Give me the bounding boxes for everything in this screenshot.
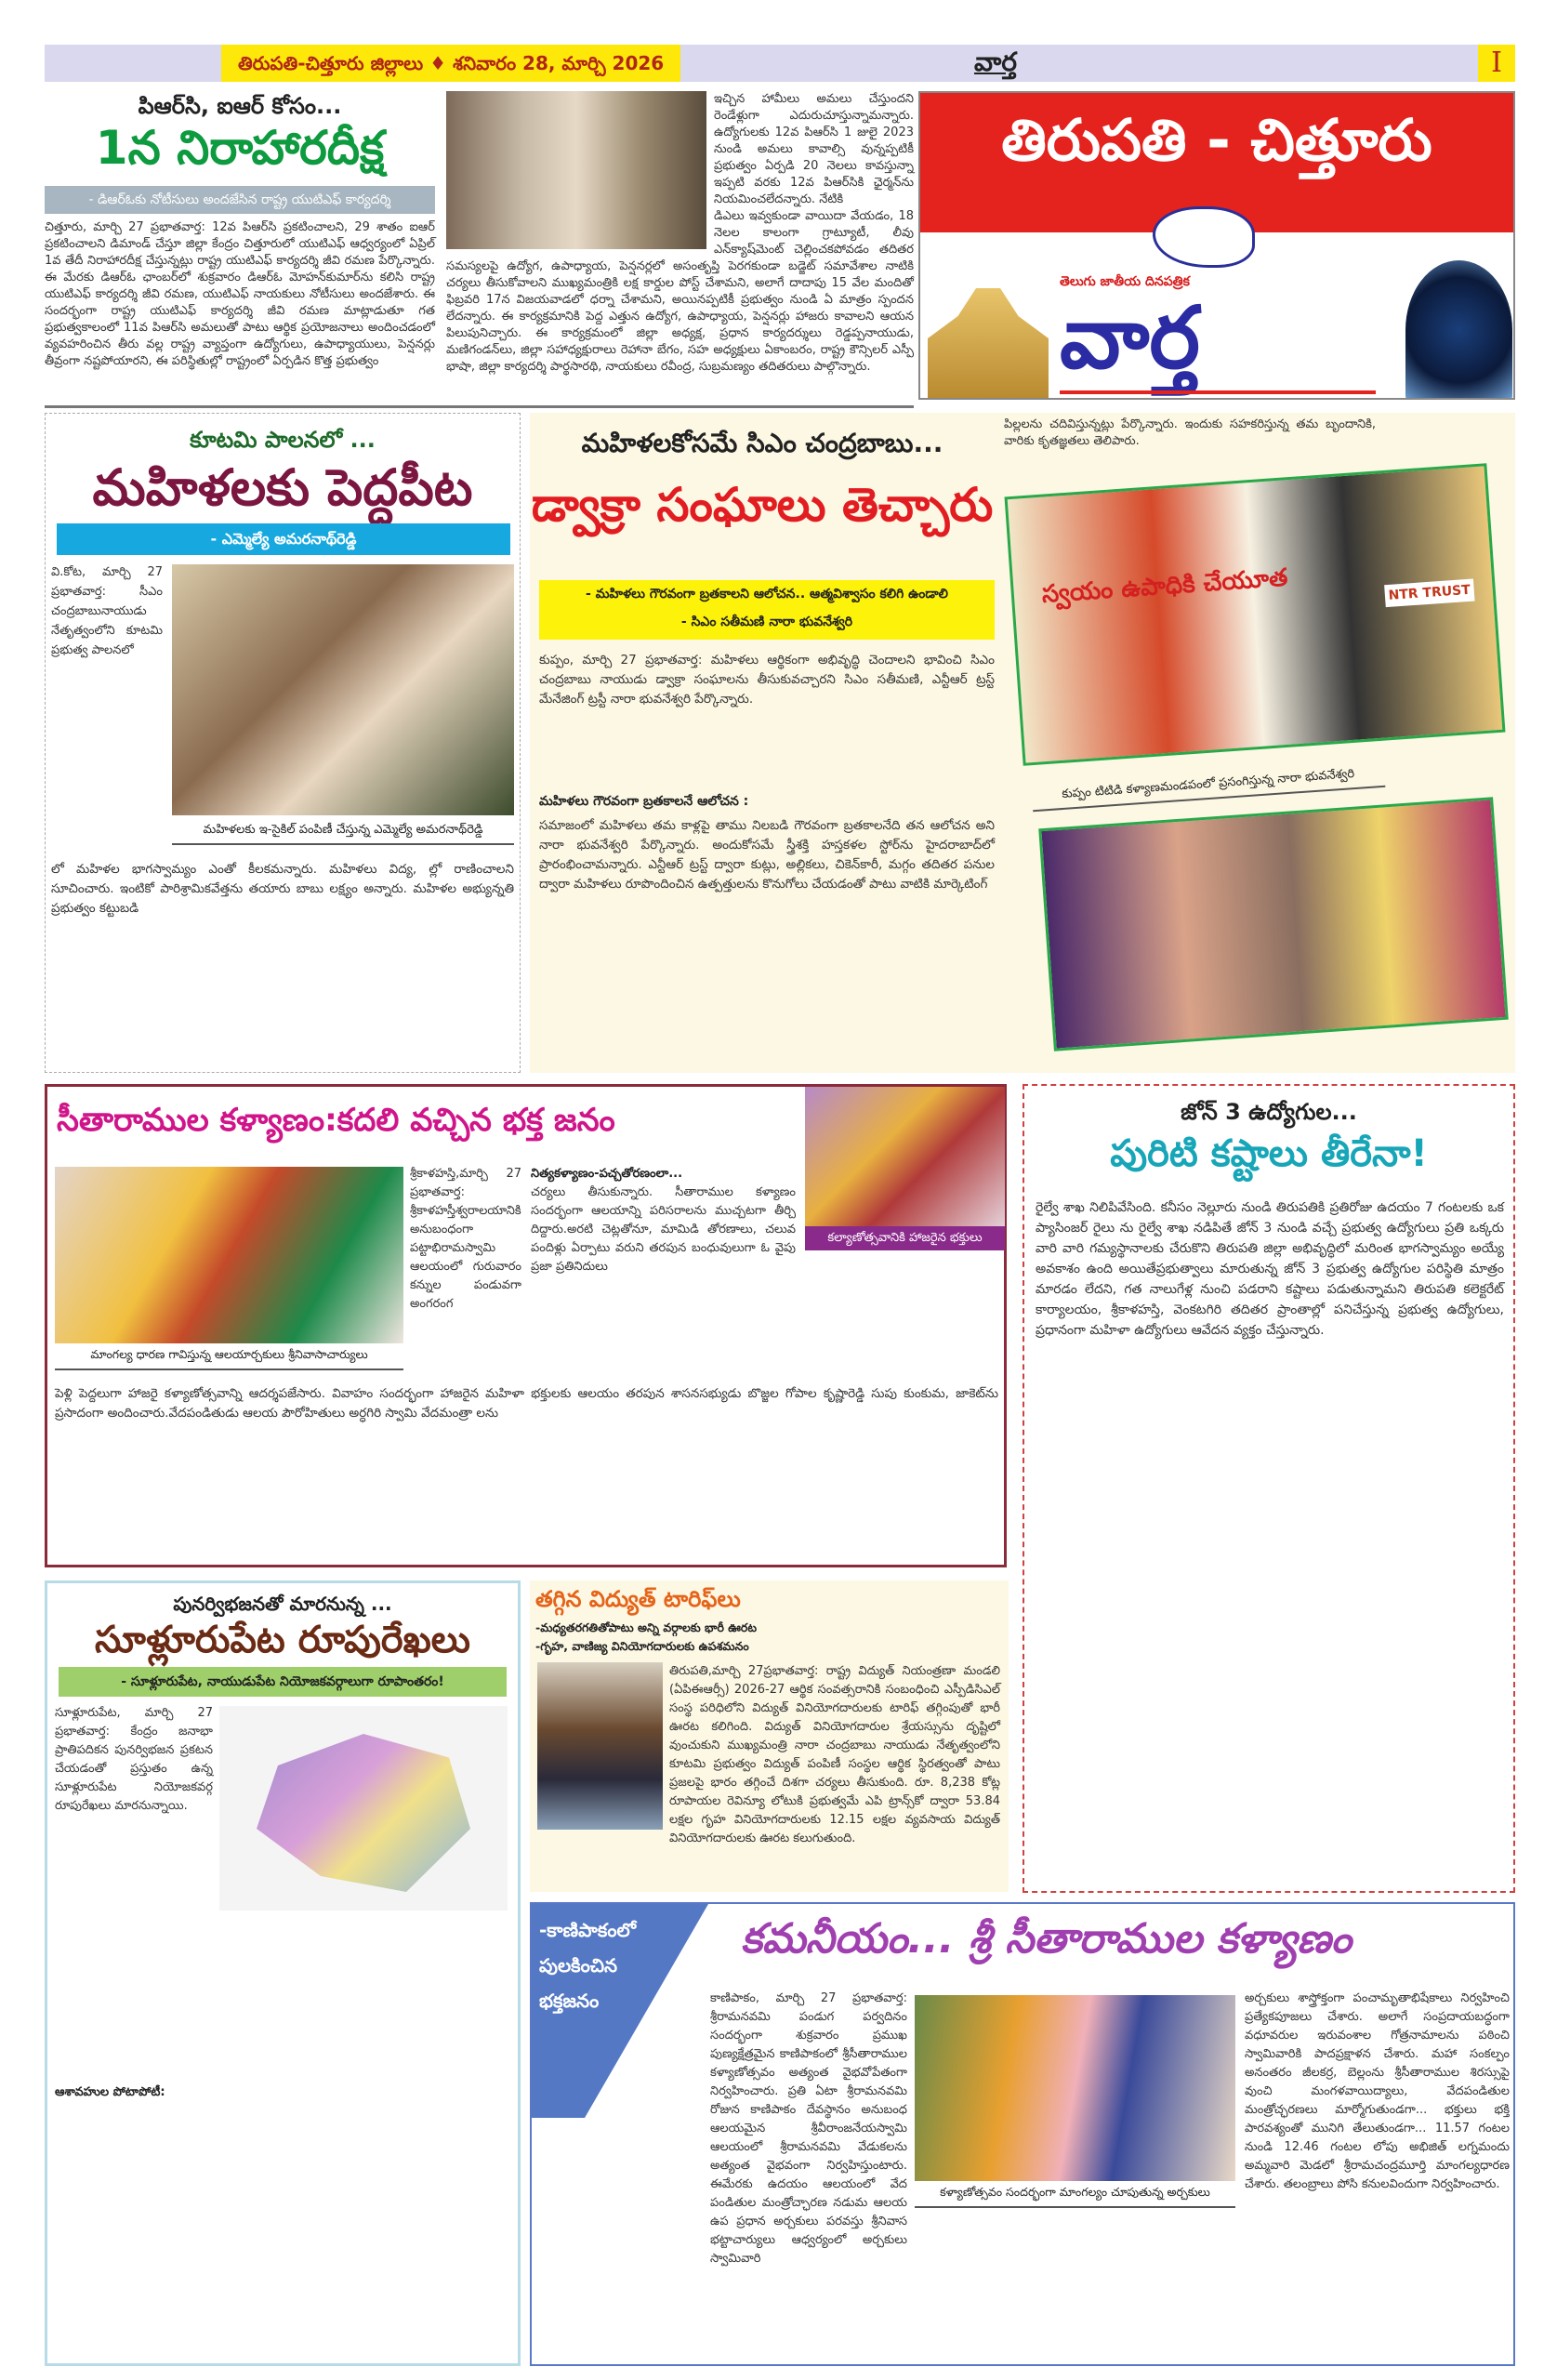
body-col1: చిత్తూరు, మార్చి 27 ప్రభాతవార్త: 12వ పిఆర్‌సి ప్రకటించాలని, 29 శాతం ఐఆర్ ప్రకటించాలని డిమాండ్ చేస్తూ జిల్లా కేంద్రం చిత్తూరులో యుటిఎఫ్ ఆధ్వర్యంలో ఏప్రిల్ 1వ తేదీ నిరాహారదీక్ష చేస్తున్నట్లు రాష్ట్ర యుటిఎఫ్ కార్యదర్శి జీవి రమణ పేర్కొన్నారు. ఈ మేరకు డిఆర్‌ఓ ఛాంబర్‌లో శుక్రవారం డిఆర్‌ఓ మోహన్‌కుమార్‌ను కలిసి రాష్ట్ర యుటిఎఫ్ కార్యదర్శి జీవి రమణ, యుటిఎఫ్ నాయకులు నోటీసులు అందజేశారు. ఈ సందర్భంగా రాష్ట్ర యుటిఎఫ్ కార్యదర్శి జీవి రమణ మాట్లాడుతూ గత ప్రభుత్వకాలంలో 11వ పిఆర్‌సి అమలుతో పాటు ఆర్థిక ప్రయోజనాలు అందించడంలో వ్యవహరించిన తీరు వల్ల రాష్ట్ర వ్యాప్తంగా ఉద్యోగులు, ఉపాధ్యాయులు, పెన్షనర్లు తీవ్రంగా నష్టపోయారని, ఈ పరిస్థితుల్లో రాష్ట్రంలో ఏర్పడిన కొత్త ప్రభుత్వం	[45, 220, 435, 368]
photo-devotees	[805, 1087, 1005, 1226]
headline: పురిటి కష్టాలు తీరేనా!	[1110, 1132, 1428, 1175]
headline: 1న నిరాహారదీక్ష	[95, 121, 385, 175]
photo-caption: మహిళలకు ఇ-సైకిల్ పంపిణీ చేస్తున్న ఎమ్మెల్యే అమరనాథ్‌రెడ్డి	[172, 823, 514, 845]
top-text: పిల్లలను చదివిస్తున్నట్లు పేర్కొన్నారు. ఇందుకు సహకరిస్తున్న తమ బృందానికి, వారికు కృతజ్ఞతలు తెలిపారు.	[1004, 417, 1376, 448]
story-nirahara-deeksha	[45, 89, 914, 402]
story-kanipakam-kalyanam	[530, 1902, 1515, 2366]
divider	[45, 405, 914, 408]
subheadline-1: - మహిళలు గౌరవంగా బ్రతకాలని ఆలోచన.. ఆత్మవిశ్వాసం కలిగి ఉండాలి	[586, 587, 948, 602]
body: లో మహిళల భాగస్వామ్యం ఎంతో కీలకమన్నారు. మహిళలు విద్య, ల్లో రాణించాలని సూచించారు. ఇంటికో పారిశ్రామికవేత్తను తయారు బాబు లక్ష్యం అన్నారు. మహిళల అభ్యున్నతి ప్రభుత్వం కట్టుబడి	[51, 862, 514, 916]
headline: మహిళలకు పెద్దపీట	[92, 458, 473, 517]
subheadline: - డిఆర్‌ఓకు నోటీసులు అందజేసిన రాష్ట్ర యుటిఎఫ్ కార్యదర్శి	[45, 186, 435, 214]
body: తిరుపతి,మార్చి 27ప్రభాతవార్త: రాష్ట్ర విద్యుత్ నియంత్రణా మండలి (ఏపిఈఆర్సీ) 2026-27 ఆర్థిక సంవత్సరానికి సంబంధించి ఎస్పీడిసిఎల్ సంస్థ పరిధిలోని విద్యుత్ వినియోగదారులకు టారిఫ్ తగ్గింపుతో భారీ ఊరట కలిగింది. విద్యుత్ వినియోగదారుల శ్రేయస్సును దృష్టిలో వుంచుకుని ముఖ్యమంత్రి నారా చంద్రబాబు నాయుడు నేతృత్వంలోని కూటమి ప్రభుత్వం విద్యుత్ పంపిణీ సంస్థల ఆర్థిక స్థిరత్వంతో పాటు ప్రజలపై భారం తగ్గించే దిశగా చర్యలు తీసుకుంది. రూ. 8,238 కోట్ల రూపాయల రెవిన్యూ లోటుకి ప్రభుత్వమే ఎపి ట్రాన్స్‌కో ద్వారా 53.84 లక్షల గృహ వినియోగదారులకు 12.15 లక్షల వ్యవసాయ విద్యుత్ వినియోగదారులకు ఊరట కలుగుతుంది.	[669, 1664, 1000, 1845]
side-text-2: పులకించిన	[539, 1954, 618, 1977]
story-mahilalaku-peddapeeta	[45, 413, 521, 1073]
dove-icon	[1153, 206, 1255, 268]
headline: కమనీయం... శ్రీ సీతారాముల కళ్యాణం	[741, 1915, 1352, 1963]
body-col2: అర్చకులు శాస్త్రోక్తంగా పంచామృతాభిషేకాలు నిర్వహించి ప్రత్యేకపూజలు చేశారు. అలాగే సంప్రదాయబద్ధంగా వధూవరుల ఇరువంశాల గోత్రనామాలను పఠించి స్వామివారికి పాదప్రక్షాళన చేశారు. మహా సంకల్పం అనంతరం జీలకర్ర, బెల్లంను శ్రీసీతారాముల శిరస్సుపై వుంచి మంగళవాయిద్యాలు, వేదపండితుల మంత్రోచ్ఛరణలు మార్మోగుతుండగా... భక్తులు భక్తి పారవశ్యంతో మునిగి తేలుతుండగా... 11.57 గంటల నుండి 12.46 గంటల లోపు అభిజిత్ లగ్నమందు అమ్మవారి మెడలో శ్రీరామచంద్రమూర్తి మాంగల్యధారణ చేశారు. తలంబ్రాలు పోసి కనులవిందుగా నిర్వహించారు.	[1245, 1991, 1510, 2191]
banner-text: స్వయం ఉపాధికి చేయూత	[1040, 563, 1289, 609]
photo-caption: కళ్యాణోత్సవం సందర్భంగా మాంగల్యం చూపుతున్న అర్చకులు	[915, 2185, 1235, 2208]
subheadline-box	[539, 580, 995, 640]
photo-official-portrait	[537, 1662, 663, 1830]
headline: డ్వాక్రా సంఘాలు తెచ్చారు	[531, 478, 994, 532]
headline: తగ్గిన విద్యుత్ టారిఫ్‌లు	[535, 1586, 741, 1612]
kicker: జోన్ 3 ఉద్యోగుల...	[1181, 1099, 1357, 1125]
body-side: వి.కోట, మార్చి 27 ప్రభాతవార్త: సీఎం చంద్రబాబునాయుడు నేతృత్వంలోని కూటమి ప్రభుత్వ పాలనలో	[51, 565, 163, 657]
masthead	[918, 91, 1515, 400]
photo-mangalya-dharana	[55, 1167, 403, 1343]
subheadline-2: -గృహ, వాణిజ్య వినియోగదారులకు ఉపశమనం	[535, 1639, 749, 1653]
kicker: కూటమి పాలనలో ...	[190, 427, 376, 453]
masthead-title: తిరుపతి - చిత్తూరు	[1001, 106, 1432, 174]
subheadline: - సూళ్లూరుపేట, నాయుడుపేట నియోజకవర్గాలుగా రూపాంతరం!	[59, 1667, 507, 1697]
dateline: తిరుపతి-చిత్తూరు జిల్లాలు ♦ శనివారం 28, మార్చి 2026	[221, 45, 680, 82]
temple-gopuram-image	[928, 288, 1049, 400]
kicker: మహిళలకోసమే సిఎం చంద్రబాబు...	[581, 428, 943, 458]
photo-priests-mangalyam	[915, 1995, 1235, 2181]
body: సమాజంలో మహిళలు తమ కాళ్లపై తాము నిలబడి గౌరవంగా బ్రతకాలనేది తన ఆలోచన అని నారా భువనేశ్వరి పేర్కొన్నారు. అందుకోసమే స్త్రీశక్తి హస్తకళల స్టోర్‌ను హైదరాబాద్‌లో ప్రారంభించామన్నారు. ఎన్టీఆర్ ట్రస్ట్ ద్వారా కుట్లు, అల్లికలు, చికెన్‌కారీ, మగ్గం తదితర పనుల ద్వారా మహిళలు రూపొందించిన ఉత్పత్తులను కొనుగోలు చేయడంతో పాటు వాటికి మార్కెటింగ్	[539, 818, 995, 892]
story-sullurpeta	[45, 1580, 521, 2366]
masthead-logo: వార్త	[1060, 288, 1200, 388]
side-text-3: భక్తజనం	[539, 1990, 600, 2012]
photo-lamp-lighting	[1038, 797, 1509, 1051]
ganesha-image	[1405, 260, 1512, 400]
masthead-tagline: తెలుగు జాతీయ దినపత్రిక	[1060, 274, 1190, 289]
story4-col2-wrap	[531, 1165, 796, 1276]
kicker: పిఆర్‌సి, ఐఆర్ కోసం...	[138, 93, 342, 119]
constituency-map	[219, 1706, 508, 1911]
body-right: ఇచ్చిన హామీలు అమలు చేస్తుందని రెండేళ్లుగా ఎదురుచూస్తున్నామన్నారు. ఉద్యోగులకు 12వ పిఆర్‌సి 1 జులై 2023 నుండి అమలు కావాల్సి వున్నప్పటికీ ప్రభుత్వం ఏర్పడి 20 నెలలు కావస్తున్నా ఇప్పటి వరకు 12వ పిఆర్‌సికి ఛైర్మన్‌ను నియమించలేదన్నారు. నేటికి	[714, 92, 914, 206]
page-number: I	[1478, 45, 1515, 82]
body-col1: శ్రీకాళహస్తి,మార్చి 27 ప్రభాతవార్త: శ్రీకాళహస్తీశ్వరాలయానికి అనుబంధంగా పట్టాభిరామస్వామి ఆలయంలో గురువారం కన్నుల పండువగా అంగరంగ	[410, 1167, 521, 1311]
story1-right-column	[446, 91, 914, 376]
subheadline: - ఎమ్మెల్యే అమరనాథ్‌రెడ్డి	[57, 523, 510, 555]
body: పెళ్లి పెద్దలుగా హాజరై కళ్యాణోత్సవాన్ని ఆదర్శపజేసారు. వివాహం సందర్భంగా హాజరైన మహిళా భక్తులకు ఆలయం తరపున శాసనసభ్యుడు బొజ్జల గోపాల కృష్ణారెడ్డి సుపు కుంకుమ, జాకెట్‌ను ప్రసాదంగా అందించారు.వేదపండితుడు ఆలయ పౌరోహితులు అర్ధగిరి స్వామి వేదమంత్రా లను	[55, 1386, 998, 1421]
photo-bhuvaneswari-speech	[1005, 463, 1506, 766]
page-header	[45, 45, 1515, 82]
story-zone3-employees	[1023, 1084, 1515, 1893]
body: రైల్వే శాఖ నిలిపివేసింది. కనీసం నెల్లూరు నుండి తిరుపతికి ప్రతిరోజు ఉదయం 7 గంటలకు ఒక ప్యాసింజర్ రైలు ను రైల్వే శాఖ నడిపితే జోన్ 3 నుండి వచ్చే ప్రభుత్వ ఉద్యోగులు ప్రతి ఒక్కరు వారి వారి గమ్యస్థానాలకు చేరుకొని తిరుపతి జిల్లా అభివృద్ధిలో మరింత భాగస్వామ్యం అయ్యే అవకాశం ఉంది అయితేప్రభుత్వాలు మారుతున్న జోన్ 3 ప్రభుత్వ ఉద్యోగుల పరిస్థితి మాత్రం మారడం లేదని, గత నాలుగేళ్ల నుంచి పడరాని కష్టాలు పడుతున్నామని తిరుపతి కలెక్టరేట్ కార్యాలయం, శ్రీకాళహస్తి, వెంకటగిరి తదితర ప్రాంతాల్లో పనిచేస్తున్న ప్రభుత్వ ఉద్యోగులు, ప్రధానంగా మహిళా ఉద్యోగులు ఆవేదన వ్యక్తం చేస్తున్నారు.	[1036, 1200, 1504, 1338]
body: సూళ్లూరుపేట, మార్చి 27 ప్రభాతవార్త: కేంద్రం జనాభా ప్రాతిపదికన పునర్విభజన ప్రకటన చేయడంతో ప్రస్తుతం ఉన్న సూళ్లూరుపేట నియోజకవర్గ రూపురేఖలు మారనున్నాయి.	[55, 1706, 213, 1813]
body-col1: కాణిపాకం, మార్చి 27 ప్రభాతవార్త: శ్రీరామనవమి పండుగ పర్వదినం సందర్భంగా శుక్రవారం ప్రముఖ పుణ్యక్షేత్రమైన కాణిపాకంలో శ్రీసీతారాముల కళ్యాణోత్సవం అత్యంత వైభవోపేతంగా నిర్వహించారు. ప్రతి ఏటా శ్రీరామనవమి రోజున కాణిపాకం దేవస్థానం అనుబంధ ఆలయమైన శ్రీవీరాంజనేయస్వామి ఆలయంలో శ్రీరామనవమి వేడుకలను అత్యంత వైభవంగా నిర్వహిస్తుంటారు. ఈమేరకు ఉదయం ఆలయంలో వేద పండితుల మంత్రోచ్ఛారణ నడుమ ఆలయ ఉప ప్రధాన అర్చకులు పరవస్తు శ్రీనివాస భట్టాచార్యులు ఆధ్వర్యంలో అర్చకులు స్వామివారి	[710, 1991, 907, 2266]
headline: సీతారాముల కళ్యాణం:కదలి వచ్చిన భక్త జనం	[57, 1102, 615, 1139]
headline: సూళ్లూరుపేట రూపురేఖలు	[95, 1619, 470, 1661]
photo-caption: కుప్పం టిటిడి కళ్యాణమండపంలో ప్రసంగిస్తున్న నారా భువనేశ్వరి	[1032, 765, 1386, 812]
photo-e-cycle-distribution	[172, 564, 514, 815]
body-col2: చర్యలు తీసుకున్నారు. సీతారాముల కళ్యాణం సందర్భంగా ఆలయాన్ని పరిసరాలను ముచ్చటగా తీర్చి దిద్దారు.అరటి చెట్లతోనూ, మామిడి తోరణాలు, చలువ పందిళ్లు ఏర్పాటు వరుని తరపున బంధువులుగా ఓ వైపు ప్రజా ప్రతినిదులు	[531, 1185, 796, 1274]
photo-caption-1: మాంగల్య ధారణ గావిస్తున్న ఆలయార్చకులు శ్రీనివాసాచార్యులు	[55, 1347, 403, 1370]
header-logo: వార్త	[974, 46, 1017, 77]
subheadline-1: -మధ్యతరగతితోపాటు అన్ని వర్గాలకు భారీ ఊరట	[535, 1620, 757, 1634]
subheadline-2: - సిఎం సతీమణి నారా భువనేశ్వరి	[680, 615, 853, 629]
subhead: మహిళలు గౌరవంగా బ్రతకాలనే ఆలోచన :	[539, 794, 749, 809]
photo-caption-2: కల్యాణోత్సవానికి హాజరైన భక్తులు	[805, 1226, 1005, 1250]
story-dwakra-sanghalu	[530, 413, 1515, 1073]
subhead: ఆశావహుల పోటాపోటీ:	[55, 2085, 165, 2099]
trust-logo: NTR TRUST	[1384, 579, 1475, 608]
body-col2: డిఎలు ఇవ్వకుండా వాయిదా వేయడం, 18 నెలల కాలంగా గ్రాట్యూటీ, లీవు ఎన్‌క్యాష్‌మెంట్ చెల్లించకపోవడం తదితర సమస్యలపై ఉద్యోగ, ఉపాధ్యాయ, పెన్షనర్లలో అసంతృప్తి పెరగకుండా బడ్జెట్ సమావేశాల నాటికి చర్యలు తీసుకోవాలని ముఖ్యమంత్రికి లక్ష కార్డుల పోస్ట్ చేశామని, అలాగే దాదాపు 15 వేల మందితో ఫిబ్రవరి 17న విజయవాడలో ధర్నా చేశామని, అయినప్పటికీ ప్రభుత్వం నుండి ఏ మాత్రం స్పందన లేదన్నారు. ఈ కార్యక్రమానికి పెద్ద ఎత్తున ఉద్యోగ, ఉపాధ్యాయ, పెన్షనర్లు హాజరు కావాలని ఆయన పిలుపునిచ్చారు. ఈ కార్యక్రమంలో జిల్లా అధ్యక్ష, ప్రధాన కార్యదర్శులు రెడ్డప్పనాయుడు, మణిగండన్‌లు, జిల్లా సహాధ్యక్షురాలు రెహానా బేగం, సహ అధ్యక్షులు ఏకాంబరం, రాష్ట్ర కౌన్సిలర్ ఎస్పీ భాషా, జిల్లా కార్యదర్శి పార్థసారథి, నాయకులు రవీంద్ర, సుబ్రమణ్యం తదితరులు పాల్గొన్నారు.	[446, 209, 914, 374]
kicker: పునర్విభజనతో మారనున్న ...	[173, 1593, 392, 1615]
story-electricity-tariff	[530, 1580, 1009, 1892]
body-lead: కుప్పం, మార్చి 27 ప్రభాతవార్త: మహిళలు ఆర్థికంగా అభివృద్ధి చెందాలని భావించి సిఎం చంద్రబాబు నాయుడు డ్వాక్రా సంఘాలను తీసుకువచ్చారని సిఎం సతీమణి, ఎన్టీఆర్ ట్రస్ట్ మేనేజింగ్ ట్రస్టీ నారా భువనేశ్వరి పేర్కొన్నారు.	[539, 653, 995, 707]
photo-utf-leaders	[446, 91, 706, 249]
side-text-1: -కాణిపాకంలో	[539, 1919, 637, 1941]
story-sitaramula-kalyanam-srikalahasti	[45, 1084, 1007, 1567]
subhead: నిత్యకళ్యాణం-పచ్చతోరణంలా...	[531, 1167, 683, 1181]
